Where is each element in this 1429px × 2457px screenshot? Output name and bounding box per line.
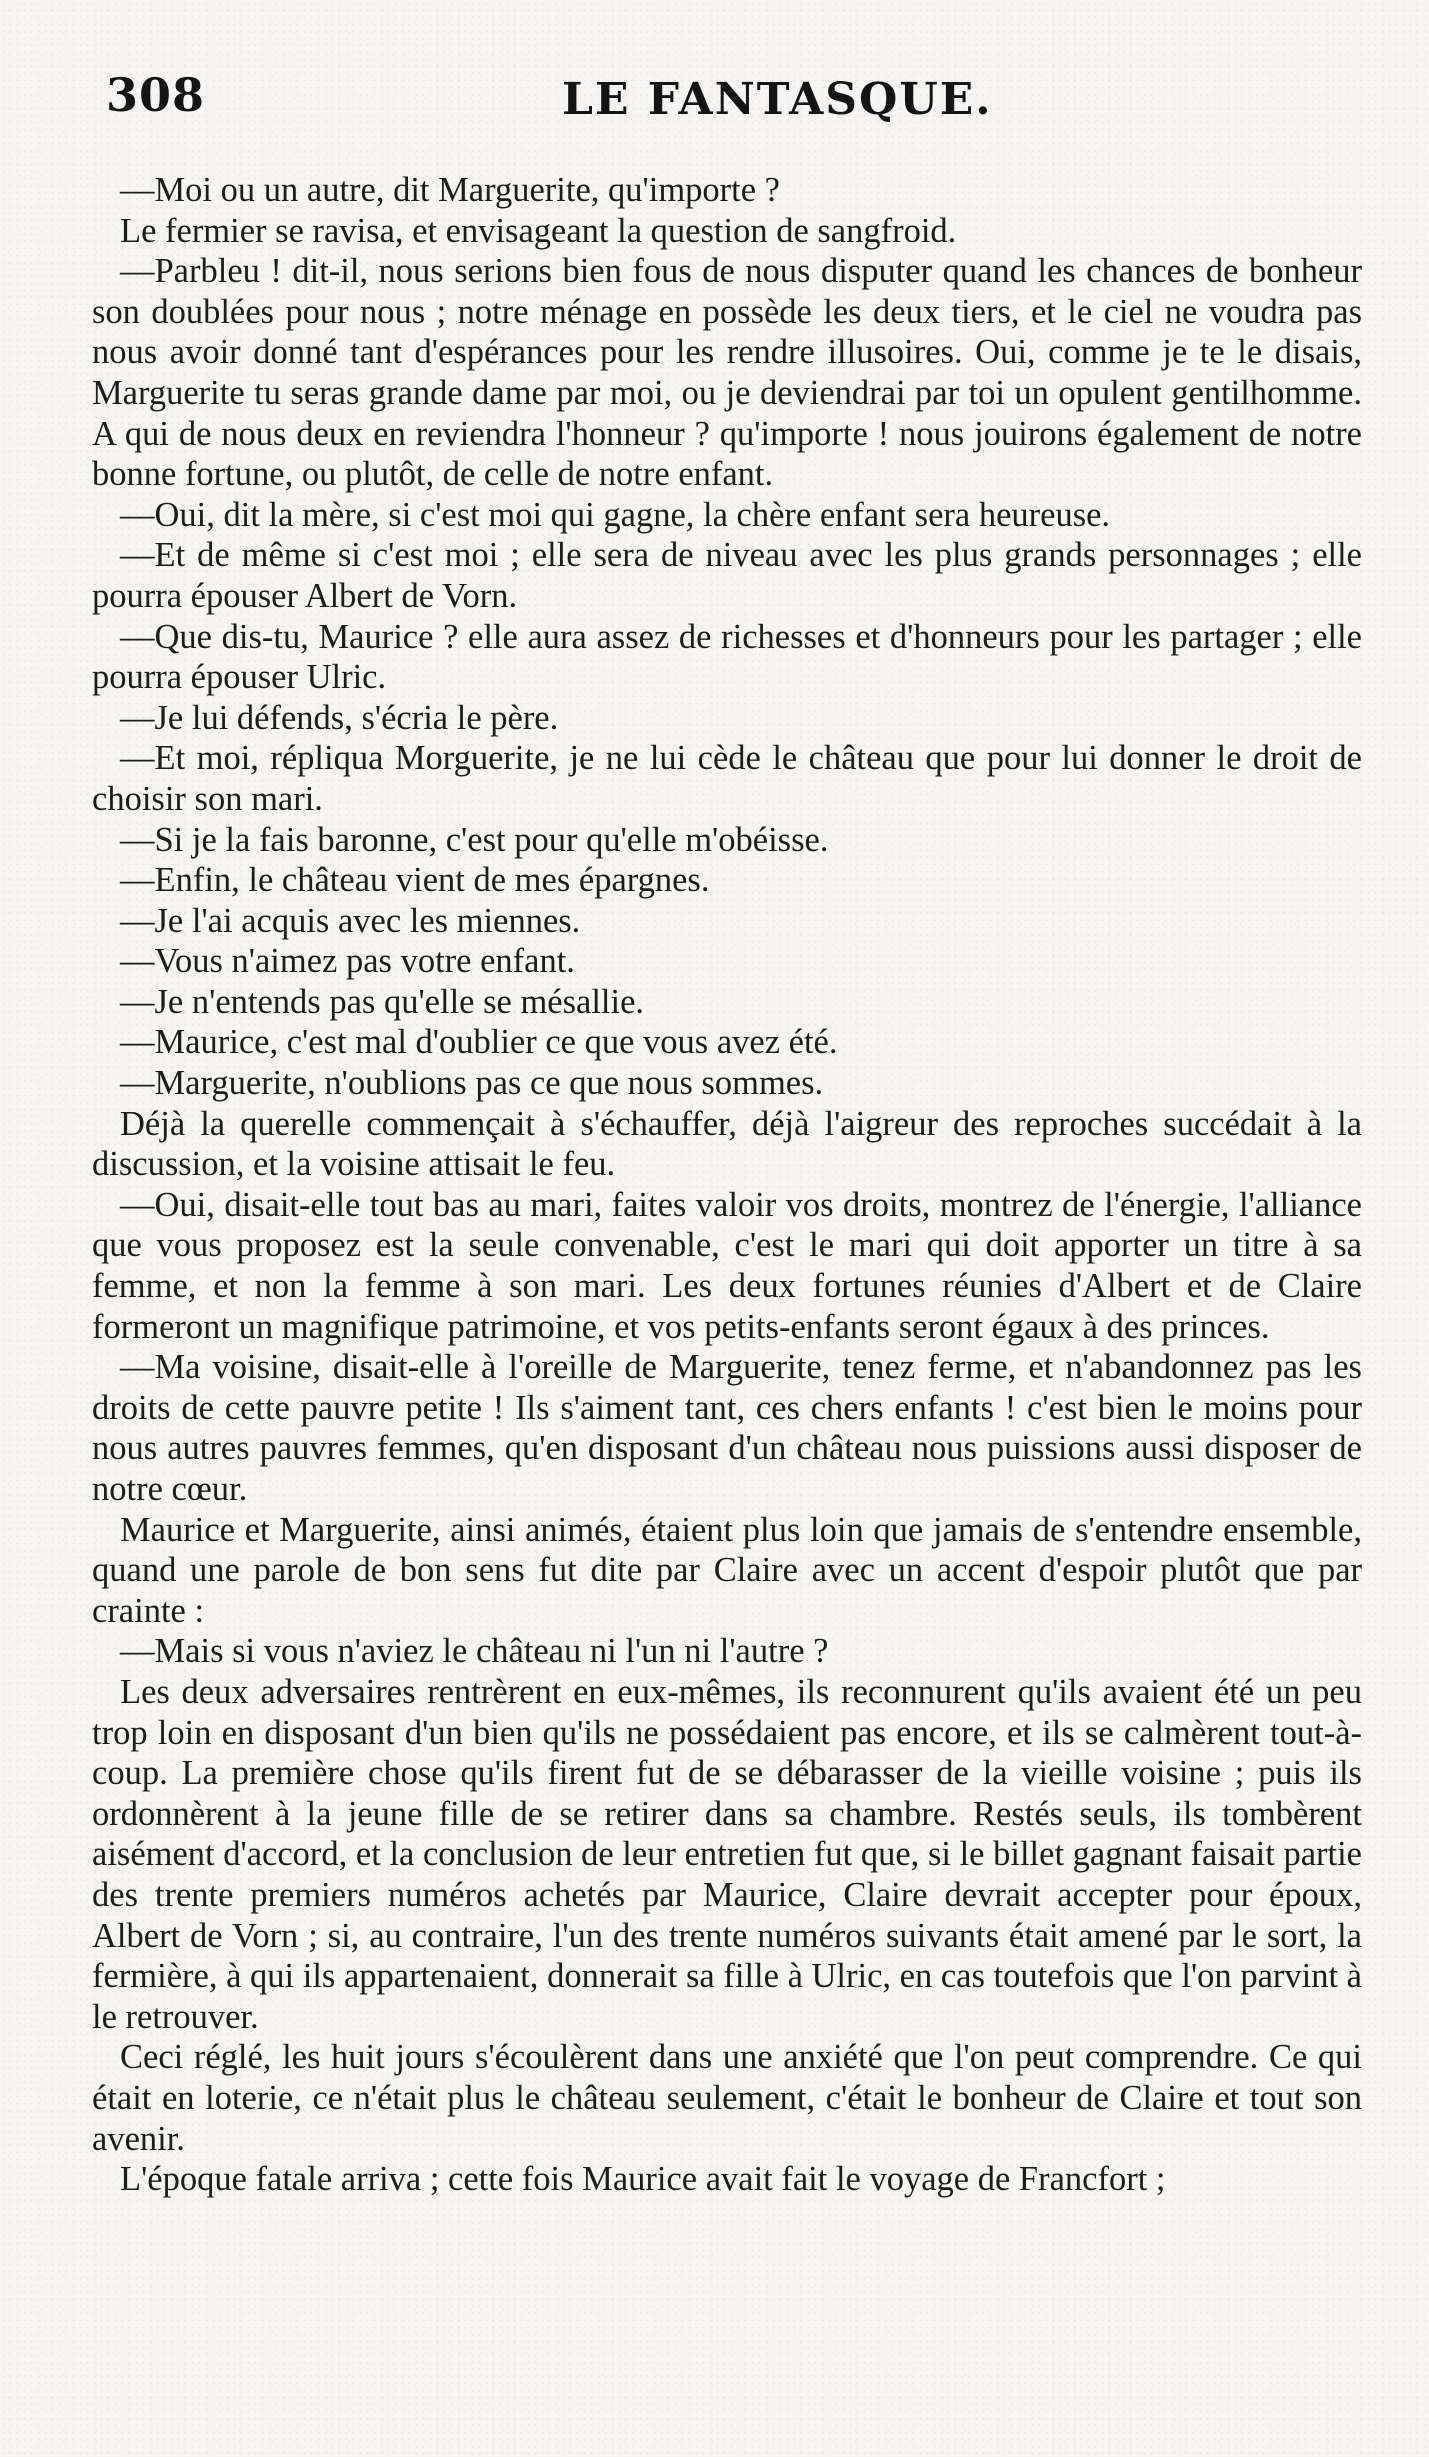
paragraph: —Parbleu ! dit-il, nous serions bien fous de nous disputer quand les chances de bonheur son doublées pour nous ; notre ménage en possède les deux tiers, et le ciel ne voudra pas nous avoir donné tant d'espérances pour les rendre illusoires. Oui, comme je te le disais, Marguerite tu seras grande dame par moi, ou je deviendrai par toi un opulent gentilhomme. A qui de nous deux en reviendra l'honneur ? qu'importe ! nous jouirons également de notre bonne fortune, ou plutôt, de celle de notre enfant.: [92, 252, 1362, 494]
running-title: LE FANTASQUE.: [562, 74, 993, 125]
page-header: [92, 60, 1362, 140]
paragraph: —Marguerite, n'oublions pas ce que nous sommes.: [120, 1064, 824, 1103]
paragraph: —Vous n'aimez pas votre enfant.: [120, 942, 575, 981]
paragraph: —Et de même si c'est moi ; elle sera de niveau avec les plus grands personnages ; elle pourra épouser Albert de Vorn.: [92, 536, 1362, 615]
paragraph: —Et moi, répliqua Morguerite, je ne lui cède le château que pour lui donner le droit de choisir son mari.: [92, 739, 1362, 818]
article-body: [92, 170, 1362, 2200]
paragraph: —Moi ou un autre, dit Marguerite, qu'importe ?: [120, 171, 780, 209]
paragraph: —Je l'ai acquis avec les miennes.: [120, 901, 581, 940]
paragraph: —Ma voisine, disait-elle à l'oreille de Marguerite, tenez ferme, et n'abandonnez pas les droits de cette pauvre petite ! Ils s'aiment tant, ces chers enfants ! c'est bien le moins pour nous autres pauvres femmes, qu'en disposant d'un château nous puissions aussi disposer de notre cœur.: [92, 1348, 1362, 1508]
paragraph: —Maurice, c'est mal d'oublier ce que vous avez été.: [120, 1023, 838, 1062]
paragraph: —Mais si vous n'aviez le château ni l'un ni l'autre ?: [120, 1632, 829, 1671]
paragraph: —Je n'entends pas qu'elle se mésallie.: [120, 982, 645, 1021]
paragraph: Le fermier se ravisa, et envisageant la question de sangfroid.: [120, 211, 957, 250]
paragraph: —Si je la fais baronne, c'est pour qu'elle m'obéisse.: [120, 820, 829, 859]
page-number: 308: [106, 68, 206, 122]
paragraph: —Je lui défends, s'écria le père.: [120, 698, 559, 737]
paragraph: Maurice et Marguerite, ainsi animés, étaient plus loin que jamais de s'entendre ensemble, quand une parole de bon sens fut dite par Claire avec un accent d'espoir plutôt que par crainte :: [92, 1510, 1362, 1630]
paragraph: L'époque fatale arriva ; cette fois Maurice avait fait le voyage de Francfort ;: [120, 2160, 1166, 2199]
paragraph: —Que dis-tu, Maurice ? elle aura assez de richesses et d'honneurs pour les partager ; elle pourra épouser Ulric.: [92, 617, 1362, 697]
paragraph: —Oui, dit la mère, si c'est moi qui gagne, la chère enfant sera heureuse.: [120, 495, 1111, 534]
paragraph: Les deux adversaires rentrèrent en eux-mêmes, ils reconnurent qu'ils avaient été un peu trop loin en disposant d'un bien qu'ils ne possédaient pas encore, et ils se calmèrent tout-à-coup. La première chose qu'ils firent fut de se débarasser de la vieille voisine ; puis ils ordonnèrent à la jeune fille de se retirer dans sa chambre. Restés seuls, ils tombèrent aisément d'accord, et la conclusion de leur entretien fut que, si le billet gagnant faisait partie des trente premiers numéros achetés par Maurice, Claire devrait accepter pour époux, Albert de Vorn ; si, au contraire, l'un des trente numéros suivants était amené par le sort, la fermière, à qui ils appartenaient, donnerait sa fille à Ulric, en cas toutefois que l'on parvint à le retrouver.: [92, 1672, 1362, 2036]
paragraph: —Oui, disait-elle tout bas au mari, faites valoir vos droits, montrez de l'énergie, l'alliance que vous proposez est la seule convenable, c'est le mari qui doit apporter un titre à sa femme, et non la femme à son mari. Les deux fortunes réunies d'Albert et de Claire formeront un magnifique patrimoine, et vos petits-enfants seront égaux à des princes.: [92, 1185, 1362, 1346]
paragraph: —Enfin, le château vient de mes épargnes.: [120, 861, 710, 900]
paragraph: Ceci réglé, les huit jours s'écoulèrent dans une anxiété que l'on peut comprendre. Ce qui était en loterie, ce n'était plus le château seulement, c'était le bonheur de Claire et tout son avenir.: [92, 2038, 1362, 2158]
paragraph: Déjà la querelle commençait à s'échauffer, déjà l'aigreur des reproches succédait à la discussion, et la voisine attisait le feu.: [92, 1104, 1362, 1184]
